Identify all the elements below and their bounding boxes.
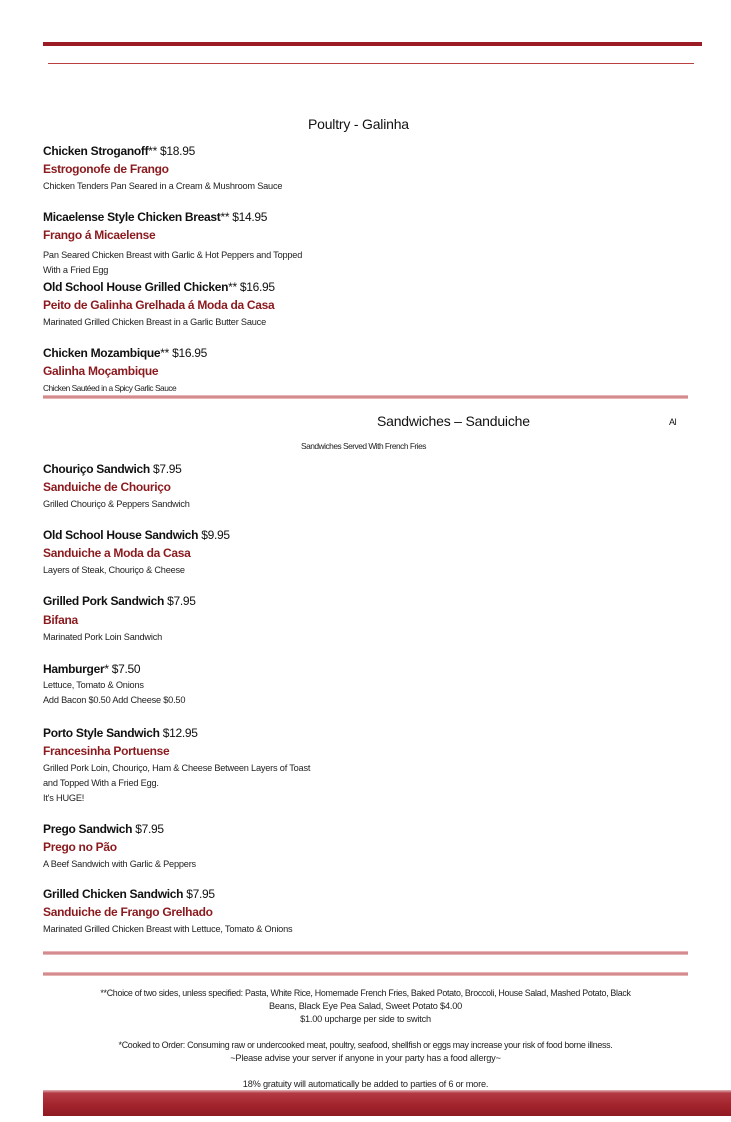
menu-item-hamburger — [43, 662, 463, 708]
item-portuguese-name: Galinha Moçambique — [43, 364, 159, 378]
sides-note: **Choice of two sides, unless specified: Pasta, White Rice, Homemade French Fries, Baked Potato, Broccoli, House Salad, Mashed Potato, Black Beans, Black Eye Pea Salad, Sweet Potato $4.00 $1.00 upcharge per side to switch — [100, 988, 631, 1024]
item-price: ** $18.95 — [148, 144, 195, 158]
section-divider — [43, 972, 688, 976]
menu-item-prego-sandwich — [43, 822, 463, 872]
menu-item-grilled-chicken-sandwich — [43, 887, 463, 937]
item-portuguese-name: Prego no Pão — [43, 840, 117, 854]
menu-item-grilled-chicken — [43, 280, 463, 330]
item-name: Chouriço Sandwich — [43, 462, 150, 476]
item-portuguese-name: Sanduiche de Chouriço — [43, 480, 171, 494]
item-price: $7.95 — [183, 887, 215, 901]
item-price: $7.95 — [164, 594, 196, 608]
poultry-section-title: Poultry - Galinha — [308, 116, 409, 132]
item-description: Layers of Steak, Chouriço & Cheese — [43, 565, 185, 575]
item-name: Prego Sandwich — [43, 822, 133, 836]
menu-item-porto-style-sandwich — [43, 726, 463, 806]
item-price: $7.95 — [132, 822, 164, 836]
cooked-to-order-note: *Cooked to Order: Consuming raw or undercooked meat, poultry, seafood, shellfish or eggs may increase your risk of food borne illness. ~Please advise your server if anyone in your party has a food allergy~ — [118, 1040, 613, 1063]
section-divider — [43, 951, 688, 955]
menu-item-chicken-mozambique — [43, 346, 463, 396]
item-description: Marinated Pork Loin Sandwich — [43, 632, 163, 642]
item-description: Chicken Tenders Pan Seared in a Cream & Mushroom Sauce — [43, 181, 283, 191]
header-rule-thin — [48, 63, 694, 64]
item-portuguese-name: Bifana — [43, 613, 78, 627]
item-description: Chicken Sautéed in a Spicy Garlic Sauce — [43, 383, 177, 393]
item-description: Lettuce, Tomato & Onions Add Bacon $0.50 Add Cheese $0.50 — [43, 680, 186, 705]
item-price: ** $16.95 — [228, 280, 275, 294]
section-divider — [43, 395, 688, 399]
item-price: * $7.50 — [104, 662, 141, 676]
item-name: Micaelense Style Chicken Breast — [43, 210, 221, 224]
sandwiches-section-title: Sandwiches – Sanduiche — [377, 413, 530, 429]
footer-bar — [43, 1090, 731, 1116]
item-name: Hamburger — [43, 662, 105, 676]
item-name: Old School House Sandwich — [43, 528, 199, 542]
item-description: Marinated Grilled Chicken Breast with Lettuce, Tomato & Onions — [43, 924, 293, 934]
item-description: Grilled Pork Loin, Chouriço, Ham & Cheese Between Layers of Toast and Topped With a Fried Egg. It's HUGE! — [43, 763, 311, 803]
item-portuguese-name: Francesinha Portuense — [43, 744, 170, 758]
gratuity-note: 18% gratuity will automatically be added to parties of 6 or more. — [242, 1079, 489, 1089]
sandwiches-corner-text: Al — [669, 417, 677, 427]
item-name: Grilled Chicken Sandwich — [43, 887, 184, 901]
item-portuguese-name: Sanduiche de Frango Grelhado — [43, 905, 213, 919]
item-description: Marinated Grilled Chicken Breast in a Garlic Butter Sauce — [43, 317, 266, 327]
item-portuguese-name: Frango á Micaelense — [43, 228, 156, 242]
item-name: Old School House Grilled Chicken — [43, 280, 229, 294]
item-description: Pan Seared Chicken Breast with Garlic & Hot Peppers and Topped With a Fried Egg — [43, 250, 303, 275]
item-price: $9.95 — [198, 528, 230, 542]
item-portuguese-name: Peito de Galinha Grelhada á Moda da Casa — [43, 298, 275, 312]
menu-item-micaelense-chicken — [43, 210, 463, 278]
sandwiches-subtitle: Sandwiches Served With French Fries — [301, 441, 426, 451]
item-portuguese-name: Estrogonofe de Frango — [43, 162, 169, 176]
item-name: Grilled Pork Sandwich — [43, 594, 165, 608]
item-description: Grilled Chouriço & Peppers Sandwich — [43, 499, 190, 509]
item-name: Chicken Stroganoff — [43, 144, 149, 158]
item-name: Chicken Mozambique — [43, 346, 161, 360]
item-price: $7.95 — [149, 462, 182, 476]
item-portuguese-name: Sanduiche a Moda da Casa — [43, 546, 191, 560]
item-description: A Beef Sandwich with Garlic & Peppers — [43, 859, 196, 869]
header-rule-thick — [43, 42, 702, 46]
menu-item-chicken-stroganoff — [43, 144, 463, 194]
item-price: ** $14.95 — [220, 210, 268, 224]
item-price: ** $16.95 — [160, 346, 207, 360]
menu-item-chourico-sandwich — [43, 462, 463, 512]
item-price: $12.95 — [159, 726, 198, 740]
menu-item-old-school-house-sandwich — [43, 528, 463, 578]
menu-item-grilled-pork-sandwich — [43, 594, 463, 645]
item-name: Porto Style Sandwich — [43, 726, 160, 740]
